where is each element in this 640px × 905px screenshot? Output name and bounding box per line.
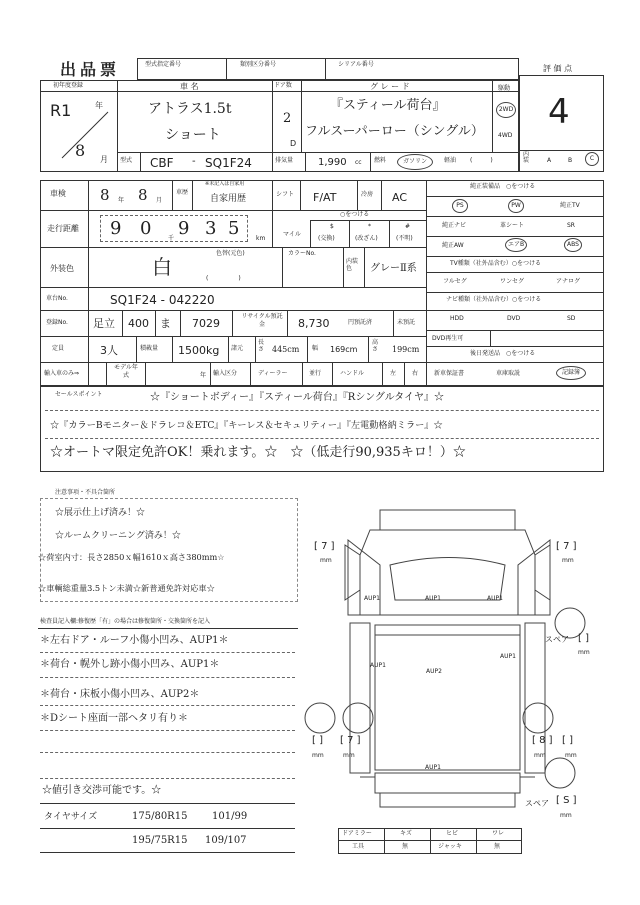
meter-unknown: (不明): [396, 235, 413, 242]
chassis-label: 車台No.: [46, 295, 68, 302]
capacity-label: 定員: [52, 345, 65, 352]
equip-ps: PS: [452, 199, 468, 213]
navi-hdd: HDD: [450, 315, 464, 322]
model-prefix: CBF: [150, 156, 174, 170]
handle-left: 左: [390, 370, 397, 377]
page-title: 出品票: [60, 60, 121, 79]
reg-label: 登録No.: [46, 319, 68, 326]
meter-tamper-sym: *: [368, 223, 371, 230]
reg-kana: ま: [160, 317, 171, 330]
dvd-label: DVD再生可: [432, 335, 464, 342]
repair-line1: ＊左右ドア・ルーフ小傷小凹み、AUP1＊: [40, 635, 229, 646]
interior-c-circle: C: [585, 152, 599, 166]
equip-aw: 純正AW: [442, 242, 464, 249]
doors-d: D: [290, 139, 297, 148]
width-value: 169cm: [330, 345, 358, 354]
recycle-unit: 円預託済: [348, 319, 373, 326]
shaken-year-label: 年: [118, 197, 125, 204]
price-note: ☆値引き交渉可能です。☆: [42, 785, 162, 796]
spare-bottom-depth: [ S ]: [556, 795, 577, 806]
class-num-label: 類別区分番号: [240, 61, 277, 68]
meter-swap: (交換): [318, 235, 335, 242]
check-val-tools: 工具: [352, 843, 365, 850]
width-label: 幅: [312, 345, 319, 352]
after-manual: 車庫取説: [496, 370, 521, 377]
dealer: ディーラー: [258, 370, 288, 377]
tv-title: TV種類（社外品含む）○をつける: [450, 260, 542, 267]
repair-frame: [38, 628, 298, 778]
usage-label: 車歴: [176, 189, 189, 196]
model-year-label: モデル年式: [114, 364, 138, 379]
notes-line2: ☆ルームクリーニング済み！☆: [55, 531, 181, 541]
aup1-front-mid: AUP1: [425, 595, 441, 602]
drive-2wd-circle: 2WD: [496, 102, 516, 118]
fuel-label: 燃料: [374, 157, 387, 164]
spare-bottom-label: スペア: [525, 799, 549, 808]
equip-leather: 革シート: [500, 222, 525, 229]
check-head-mirror: ドアミラー: [342, 830, 372, 837]
after-title: 後日発送品 ○をつける: [470, 350, 536, 357]
shift-value: F/AT: [313, 191, 337, 204]
model-dash: -: [192, 156, 196, 167]
navi-title: ナビ種類（社外品含む）○をつける: [446, 296, 542, 303]
handle-right: 右: [412, 370, 419, 377]
doors-label: ドア数: [274, 82, 292, 89]
mileage-thousand: 千: [168, 235, 175, 242]
mileage-label: 走行距離: [47, 224, 79, 233]
reg-area: 足立: [93, 317, 115, 330]
year-label: 年: [95, 101, 103, 110]
after-warranty: 新車保証書: [434, 370, 465, 377]
drive-label: 駆動: [498, 85, 511, 92]
check-val-none1: 無: [402, 843, 409, 850]
aup1-rear: AUP1: [425, 764, 441, 771]
mileage-digit-2: 0: [140, 218, 152, 239]
mileage-digit-3: 9: [178, 218, 190, 239]
tire-rear-size: 195/75R15: [132, 835, 188, 846]
fuel-gas-circle: ガソリン: [397, 154, 433, 170]
color-change-label: 色替(元色): [216, 250, 245, 257]
reg-class: 400: [128, 317, 149, 330]
car-name: アトラス1.5t: [148, 101, 232, 117]
aup1-front-right: AUP1: [487, 595, 503, 602]
after-record: 記録簿: [556, 366, 586, 380]
spare-top-label: スペア: [545, 635, 569, 644]
notes-line3: ☆荷室内寸：長さ2850ｘ幅1610ｘ高さ380mm☆: [38, 552, 225, 562]
interior-a: A: [547, 157, 552, 164]
meter-swap-sym: $: [330, 223, 334, 230]
first-reg-month: 8: [75, 141, 86, 160]
model-label: 型式: [120, 157, 133, 164]
ac-value: AC: [392, 191, 408, 204]
dims-label: 諸元: [231, 345, 244, 352]
repair-line3: ＊荷台・床板小傷小凹み、AUP2＊: [40, 689, 200, 700]
spare-top-mm: mm: [578, 649, 590, 656]
shaken-month: 8: [138, 186, 148, 204]
usage-value: 自家用歴: [210, 194, 247, 204]
notes-line4: ☆車輌総重量3.5トン未満☆新普通免許対応車☆: [38, 583, 215, 593]
check-val-none2: 無: [494, 843, 501, 850]
mileage-digit-4: 3: [205, 218, 217, 239]
meter-head: ○をつける: [340, 211, 370, 218]
check-val-jack: ジャッキ: [438, 843, 462, 850]
aup1-side-right: AUP1: [500, 653, 516, 660]
mileage-digit-1: 9: [110, 218, 122, 239]
model-code: SQ1F24: [205, 156, 252, 170]
bl1-depth: [ ]: [312, 735, 323, 746]
repair-line4: ＊Dシート座面一部ヘタリ有り＊: [40, 713, 189, 724]
interior-color-label: 内装色: [346, 258, 359, 273]
height-value: 199cm: [392, 345, 420, 354]
color-no-label: カラーNo.: [288, 250, 316, 257]
shaken-year: 8: [100, 186, 110, 204]
recycle-value: 8,730: [298, 317, 330, 330]
navi-sd: SD: [567, 315, 576, 322]
check-head-crack: ヒビ: [446, 830, 459, 837]
aup1-side-left: AUP1: [370, 662, 386, 669]
br2-mm: mm: [565, 752, 577, 759]
doors-value: 2: [283, 111, 292, 126]
tr-depth: [ 7 ]: [556, 541, 577, 552]
recycle-label: リサイクル預託金: [241, 313, 283, 328]
tv-full: フルセグ: [443, 278, 467, 285]
type-num-label: 型式指定番号: [145, 61, 182, 68]
mileage-digit-5: 5: [228, 218, 240, 239]
meter-unknown-sym: #: [405, 223, 411, 230]
color-change: ( ): [206, 275, 241, 282]
parallel: 並行: [309, 370, 322, 377]
disp-label: 排気量: [275, 157, 294, 164]
equip-pw: PW: [508, 199, 524, 213]
aup2: AUP2: [426, 668, 442, 675]
sales-line1: ☆『ショートボディー』『スティール荷台』『Rシングルタイヤ』☆: [150, 392, 444, 403]
tr-mm: mm: [562, 557, 574, 564]
bl2-mm: mm: [343, 752, 355, 759]
meter-tamper: (改ざん): [355, 235, 378, 242]
tire-rear-index: 109/107: [205, 835, 247, 846]
handle-label: ハンドル: [340, 370, 365, 377]
sales-line2: ☆『カラーBモニター＆ドラレコ＆ETC』『キーレス＆セキュリティー』『左電動格納ミラー』☆: [50, 420, 443, 431]
capacity-value: 3人: [100, 344, 118, 357]
tl-depth: [ 7 ]: [314, 541, 335, 552]
check-head-scratch: キズ: [400, 830, 412, 837]
grade-line2: フルスーパーロー（シングル）: [305, 124, 484, 139]
shaken-label: 車検: [50, 189, 66, 198]
fuel-other: ( ): [470, 157, 493, 164]
month-label: 月: [100, 155, 108, 164]
sales-label: セールスポイント: [55, 391, 103, 398]
equip-tv: 純正TV: [560, 202, 580, 209]
br1-depth: [ 8 ]: [532, 735, 553, 746]
grade-line1: 『スティール荷台』: [330, 98, 446, 113]
equip-abs: ABS: [564, 238, 582, 252]
import-label: 輸入車のみ⇒: [44, 370, 80, 377]
tire-front-size: 175/80R15: [132, 811, 188, 822]
tv-one: ワンセグ: [500, 278, 525, 285]
disp-value: 1,990: [318, 157, 347, 168]
shaken-month-label: 月: [156, 197, 163, 204]
truck-diagram: [300, 505, 610, 825]
car-name-label: 車 名: [180, 82, 199, 91]
bl1-mm: mm: [312, 752, 324, 759]
tl-mm: mm: [320, 557, 332, 564]
color-label: 外装色: [50, 264, 74, 273]
mile-label: マイル: [283, 231, 301, 238]
ac-label: 冷房: [361, 191, 374, 198]
tire-label: タイヤサイズ: [44, 812, 98, 822]
equip-sr: SR: [567, 222, 575, 229]
fuel-light: 軽油: [444, 157, 457, 164]
tire-front-index: 101/99: [212, 811, 248, 822]
car-name-2: ショート: [165, 127, 221, 143]
mileage-unit: km: [256, 235, 266, 242]
equip-airbag: エアB: [505, 238, 527, 252]
equip-title: 純正装備品 ○をつける: [470, 183, 536, 190]
disp-unit: cc: [355, 159, 362, 166]
chassis-value: SQ1F24 - 042220: [110, 293, 215, 307]
spare-top-depth: [ ]: [578, 633, 589, 644]
grade-label: グ レ ー ド: [370, 82, 410, 91]
navi-dvd: DVD: [507, 315, 521, 322]
shift-label: シフト: [276, 191, 295, 198]
import-year: 年: [200, 372, 207, 379]
length-label: 長さ: [258, 339, 265, 354]
notes-label: 注意事項・不具合箇所: [55, 489, 116, 496]
color-value: 白: [152, 255, 172, 279]
load-label: 積載量: [140, 345, 159, 352]
br2-depth: [ ]: [562, 735, 573, 746]
first-reg-era: R1: [50, 101, 72, 120]
spare-bottom-mm: mm: [560, 812, 572, 819]
aup1-front-left: AUP1: [364, 595, 380, 602]
length-value: 445cm: [272, 345, 300, 354]
score-value: 4: [548, 92, 570, 132]
bl2-depth: [ 7 ]: [340, 735, 361, 746]
height-label: 高さ: [372, 339, 379, 354]
interior-label: 内装: [523, 151, 530, 164]
repair-line2: ＊荷台・幌外し跡小傷小凹み、AUP1＊: [40, 659, 220, 670]
drive-4wd: 4WD: [498, 132, 513, 139]
repair-label: 検査員記入欄:修復歴「有」の場合は修復箇所・交換箇所を記入: [40, 618, 211, 625]
import-class-label: 輸入区分: [213, 370, 238, 377]
sales-line3: ☆オートマ限定免許OK！乗れます。☆ ☆（低走行90,935キロ！）☆: [50, 445, 466, 460]
serial-label: シリアル番号: [338, 61, 374, 68]
br1-mm: mm: [534, 752, 546, 759]
tv-analog: アナログ: [556, 278, 581, 285]
equip-navi: 純正ナビ: [442, 222, 467, 229]
usage-note: ※未記入は自家用: [205, 181, 245, 187]
load-value: 1500kg: [178, 344, 220, 357]
interior-b: B: [568, 157, 573, 164]
first-reg-label: 初年度登録: [53, 82, 84, 89]
notes-line1: ☆展示仕上げ済み！☆: [55, 508, 146, 518]
reg-number: 7029: [192, 317, 220, 330]
interior-color: グレーⅡ系: [370, 263, 417, 274]
recycle-unpaid: 未預託: [397, 319, 416, 326]
grade-score-label: 評 価 点: [543, 64, 573, 73]
check-head-break: ワレ: [492, 830, 505, 837]
